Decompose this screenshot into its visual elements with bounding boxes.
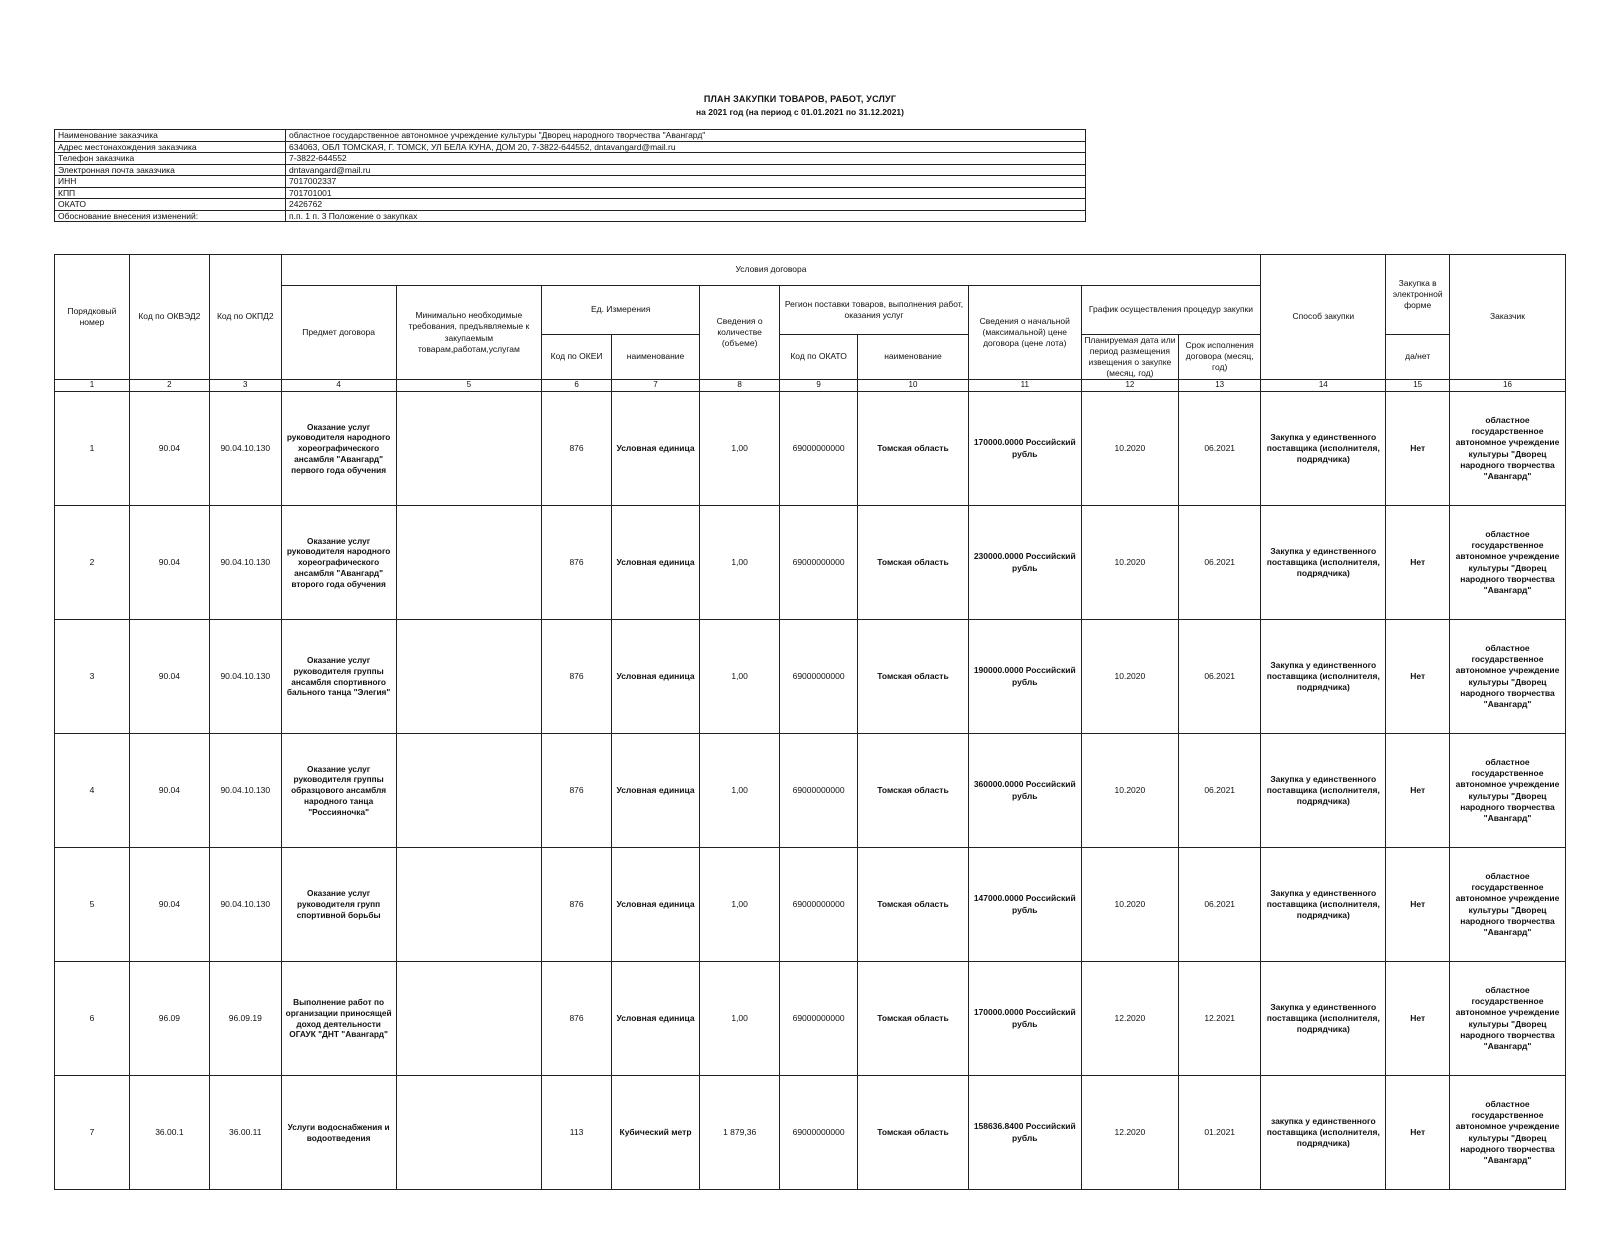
region-name: Томская область — [858, 734, 969, 848]
quantity: 1 879,36 — [700, 1076, 780, 1190]
unit-name: Условная единица — [611, 734, 699, 848]
customer-info-value: dntavangard@mail.ru — [286, 164, 1086, 176]
execution-term: 01.2021 — [1179, 1076, 1261, 1190]
electronic-form: Нет — [1386, 962, 1450, 1076]
planned-date: 10.2020 — [1081, 620, 1178, 734]
customer-info-label: ОКАТО — [55, 199, 286, 211]
region-name: Томская область — [858, 392, 969, 506]
customer-info-label: Адрес местонахождения заказчика — [55, 141, 286, 153]
region-name: Томская область — [858, 620, 969, 734]
region-name: Томская область — [858, 962, 969, 1076]
header-order-number: Порядковый номер — [55, 255, 130, 380]
contract-subject: Услуги водоснабжения и водоотведения — [281, 1076, 396, 1190]
customer-info-table — [54, 129, 1086, 222]
requirements — [396, 1076, 542, 1190]
customer-info-label: Обоснование внесения изменений: — [55, 210, 286, 222]
column-number: 7 — [611, 380, 699, 392]
customer-info-row — [55, 187, 1086, 199]
planned-date: 10.2020 — [1081, 392, 1178, 506]
column-number: 14 — [1261, 380, 1386, 392]
contract-subject: Оказание услуг руководителя групп спортивной борьбы — [281, 848, 396, 962]
row-number: 3 — [55, 620, 130, 734]
column-number: 12 — [1081, 380, 1178, 392]
okved-code: 90.04 — [129, 848, 209, 962]
execution-term: 06.2021 — [1179, 620, 1261, 734]
initial-price: 190000.0000 Российский рубль — [968, 620, 1081, 734]
table-row — [55, 1076, 1566, 1190]
initial-price: 230000.0000 Российский рубль — [968, 506, 1081, 620]
table-row — [55, 620, 1566, 734]
procurement-method: Закупка у единственного поставщика (исполнителя, подрядчика) — [1261, 848, 1386, 962]
okved-code: 90.04 — [129, 392, 209, 506]
row-number: 5 — [55, 848, 130, 962]
header-okato-code: Код по ОКАТО — [780, 334, 858, 379]
customer-name: областное государственное автономное учреждение культуры "Дворец народного творчества "Авангард" — [1449, 620, 1565, 734]
contract-subject: Оказание услуг руководителя группы образцового ансамбля народного танца "Россияночка" — [281, 734, 396, 848]
contract-subject: Оказание услуг руководителя народного хореографического ансамбля "Авангард" первого года обучения — [281, 392, 396, 506]
okato-code: 69000000000 — [780, 392, 858, 506]
column-number: 8 — [700, 380, 780, 392]
column-number-row — [55, 380, 1566, 392]
header-okpd2: Код по ОКПД2 — [209, 255, 281, 380]
procurement-method: Закупка у единственного поставщика (исполнителя, подрядчика) — [1261, 620, 1386, 734]
row-number: 7 — [55, 1076, 130, 1190]
customer-name: областное государственное автономное учреждение культуры "Дворец народного творчества "Авангард" — [1449, 734, 1565, 848]
quantity: 1,00 — [700, 962, 780, 1076]
header-unit-name: наименование — [611, 334, 699, 379]
procurement-plan-table — [54, 254, 1566, 1190]
procurement-method: Закупка у единственного поставщика (исполнителя, подрядчика) — [1261, 392, 1386, 506]
table-row — [55, 392, 1566, 506]
okato-code: 69000000000 — [780, 962, 858, 1076]
header-electronic-yes-no: да/нет — [1386, 334, 1450, 379]
customer-info-row — [55, 141, 1086, 153]
okved-code: 96.09 — [129, 962, 209, 1076]
customer-info-value: 7017002337 — [286, 176, 1086, 188]
requirements — [396, 734, 542, 848]
column-number: 6 — [542, 380, 612, 392]
quantity: 1,00 — [700, 848, 780, 962]
header-procurement-method: Способ закупки — [1261, 255, 1386, 380]
customer-info-value: 7-3822-644552 — [286, 153, 1086, 165]
execution-term: 06.2021 — [1179, 734, 1261, 848]
unit-name: Условная единица — [611, 962, 699, 1076]
initial-price: 170000.0000 Российский рубль — [968, 962, 1081, 1076]
customer-info-label: Телефон заказчика — [55, 153, 286, 165]
execution-term: 06.2021 — [1179, 506, 1261, 620]
quantity: 1,00 — [700, 734, 780, 848]
header-schedule-group: График осуществления процедур закупки — [1081, 286, 1261, 335]
okato-code: 69000000000 — [780, 734, 858, 848]
okpd-code: 90.04.10.130 — [209, 848, 281, 962]
unit-name: Кубический метр — [611, 1076, 699, 1190]
customer-info-label: Электронная почта заказчика — [55, 164, 286, 176]
row-number: 2 — [55, 506, 130, 620]
electronic-form: Нет — [1386, 506, 1450, 620]
execution-term: 06.2021 — [1179, 848, 1261, 962]
row-number: 6 — [55, 962, 130, 1076]
unit-name: Условная единица — [611, 392, 699, 506]
requirements — [396, 848, 542, 962]
okved-code: 90.04 — [129, 620, 209, 734]
initial-price: 158636.8400 Российский рубль — [968, 1076, 1081, 1190]
column-number: 11 — [968, 380, 1081, 392]
header-electronic-form: Закупка в электронной форме — [1386, 255, 1450, 335]
contract-subject: Оказание услуг руководителя народного хореографического ансамбля "Авангард" второго года обучения — [281, 506, 396, 620]
planned-date: 12.2020 — [1081, 1076, 1178, 1190]
column-number: 13 — [1179, 380, 1261, 392]
procurement-method: Закупка у единственного поставщика (исполнителя, подрядчика) — [1261, 734, 1386, 848]
region-name: Томская область — [858, 848, 969, 962]
electronic-form: Нет — [1386, 392, 1450, 506]
table-row — [55, 734, 1566, 848]
customer-name: областное государственное автономное учреждение культуры "Дворец народного творчества "Авангард" — [1449, 1076, 1565, 1190]
customer-name: областное государственное автономное учреждение культуры "Дворец народного творчества "Авангард" — [1449, 962, 1565, 1076]
table-row — [55, 848, 1566, 962]
header-region-group: Регион поставки товаров, выполнения работ, оказания услуг — [780, 286, 969, 335]
okato-code: 69000000000 — [780, 1076, 858, 1190]
header-planned-date: Планируемая дата или период размещения извещения о закупке (месяц, год) — [1081, 334, 1178, 379]
electronic-form: Нет — [1386, 848, 1450, 962]
okpd-code: 90.04.10.130 — [209, 734, 281, 848]
okpd-code: 90.04.10.130 — [209, 392, 281, 506]
header-region-name: наименование — [858, 334, 969, 379]
procurement-method: Закупка у единственного поставщика (исполнителя, подрядчика) — [1261, 962, 1386, 1076]
requirements — [396, 506, 542, 620]
planned-date: 10.2020 — [1081, 734, 1178, 848]
planned-date: 10.2020 — [1081, 506, 1178, 620]
unit-name: Условная единица — [611, 848, 699, 962]
initial-price: 147000.0000 Российский рубль — [968, 848, 1081, 962]
header-subject: Предмет договора — [281, 286, 396, 380]
okei-code: 876 — [542, 506, 612, 620]
table-row — [55, 962, 1566, 1076]
header-min-requirements: Минимально необходимые требования, предъявляемые к закупаемым товарам,работам,услугам — [396, 286, 542, 380]
header-quantity: Сведения о количестве (объеме) — [700, 286, 780, 380]
okato-code: 69000000000 — [780, 848, 858, 962]
column-number: 1 — [55, 380, 130, 392]
okpd-code: 90.04.10.130 — [209, 506, 281, 620]
document-title: ПЛАН ЗАКУПКИ ТОВАРОВ, РАБОТ, УСЛУГ — [703, 94, 897, 104]
column-number: 2 — [129, 380, 209, 392]
quantity: 1,00 — [700, 620, 780, 734]
procurement-method: Закупка у единственного поставщика (исполнителя, подрядчика) — [1261, 506, 1386, 620]
customer-info-value: 701701001 — [286, 187, 1086, 199]
header-okved2: Код по ОКВЭД2 — [129, 255, 209, 380]
contract-subject: Оказание услуг руководителя группы ансамбля спортивного бального танца "Элегия" — [281, 620, 396, 734]
electronic-form: Нет — [1386, 734, 1450, 848]
okato-code: 69000000000 — [780, 506, 858, 620]
customer-info-value: 634063, ОБЛ ТОМСКАЯ, Г. ТОМСК, УЛ БЕЛА КУНА, ДОМ 20, 7-3822-644552, dntavangard@mail.ru — [286, 141, 1086, 153]
okpd-code: 90.04.10.130 — [209, 620, 281, 734]
customer-info-row — [55, 176, 1086, 188]
contract-subject: Выполнение работ по организации приносящей доход деятельности ОГАУК "ДНТ "Авангард" — [281, 962, 396, 1076]
header-unit-group: Ед. Измерения — [542, 286, 700, 335]
header-okei-code: Код по ОКЕИ — [542, 334, 612, 379]
customer-info-label: Наименование заказчика — [55, 130, 286, 142]
customer-info-value: 2426762 — [286, 199, 1086, 211]
okei-code: 876 — [542, 392, 612, 506]
execution-term: 06.2021 — [1179, 392, 1261, 506]
customer-info-label: ИНН — [55, 176, 286, 188]
document-subtitle: на 2021 год (на период с 01.01.2021 по 31.12.2021) — [696, 107, 904, 117]
unit-name: Условная единица — [611, 506, 699, 620]
okved-code: 36.00.1 — [129, 1076, 209, 1190]
planned-date: 12.2020 — [1081, 962, 1178, 1076]
planned-date: 10.2020 — [1081, 848, 1178, 962]
okved-code: 90.04 — [129, 506, 209, 620]
initial-price: 170000.0000 Российский рубль — [968, 392, 1081, 506]
column-number: 10 — [858, 380, 969, 392]
okei-code: 876 — [542, 734, 612, 848]
customer-name: областное государственное автономное учреждение культуры "Дворец народного творчества "Авангард" — [1449, 848, 1565, 962]
customer-info-label: КПП — [55, 187, 286, 199]
okpd-code: 36.00.11 — [209, 1076, 281, 1190]
procurement-method: закупка у единственного поставщика (исполнителя, подрядчика) — [1261, 1076, 1386, 1190]
column-number: 5 — [396, 380, 542, 392]
customer-info-row — [55, 210, 1086, 222]
okei-code: 876 — [542, 848, 612, 962]
region-name: Томская область — [858, 1076, 969, 1190]
customer-name: областное государственное автономное учреждение культуры "Дворец народного творчества "Авангард" — [1449, 392, 1565, 506]
okei-code: 876 — [542, 620, 612, 734]
initial-price: 360000.0000 Российский рубль — [968, 734, 1081, 848]
column-number: 3 — [209, 380, 281, 392]
header-initial-price: Сведения о начальной (максимальной) цене договора (цене лота) — [968, 286, 1081, 380]
column-number: 4 — [281, 380, 396, 392]
customer-name: областное государственное автономное учреждение культуры "Дворец народного творчества "Авангард" — [1449, 506, 1565, 620]
okei-code: 876 — [542, 962, 612, 1076]
row-number: 1 — [55, 392, 130, 506]
okpd-code: 96.09.19 — [209, 962, 281, 1076]
requirements — [396, 620, 542, 734]
customer-info-row — [55, 130, 1086, 142]
requirements — [396, 962, 542, 1076]
execution-term: 12.2021 — [1179, 962, 1261, 1076]
customer-info-value: областное государственное автономное учреждение культуры "Дворец народного творчества "Авангард" — [286, 130, 1086, 142]
quantity: 1,00 — [700, 392, 780, 506]
header-execution-term: Срок исполнения договора (месяц, год) — [1179, 334, 1261, 379]
customer-info-row — [55, 199, 1086, 211]
customer-info-row — [55, 164, 1086, 176]
customer-info-value: п.п. 1 п. 3 Положение о закупках — [286, 210, 1086, 222]
column-number: 15 — [1386, 380, 1450, 392]
electronic-form: Нет — [1386, 620, 1450, 734]
table-row — [55, 506, 1566, 620]
column-number: 16 — [1449, 380, 1565, 392]
row-number: 4 — [55, 734, 130, 848]
region-name: Томская область — [858, 506, 969, 620]
okved-code: 90.04 — [129, 734, 209, 848]
header-contract-conditions: Условия договора — [281, 255, 1261, 286]
customer-info-row — [55, 153, 1086, 165]
requirements — [396, 392, 542, 506]
column-number: 9 — [780, 380, 858, 392]
unit-name: Условная единица — [611, 620, 699, 734]
header-customer: Заказчик — [1449, 255, 1565, 380]
okato-code: 69000000000 — [780, 620, 858, 734]
okei-code: 113 — [542, 1076, 612, 1190]
electronic-form: Нет — [1386, 1076, 1450, 1190]
quantity: 1,00 — [700, 506, 780, 620]
